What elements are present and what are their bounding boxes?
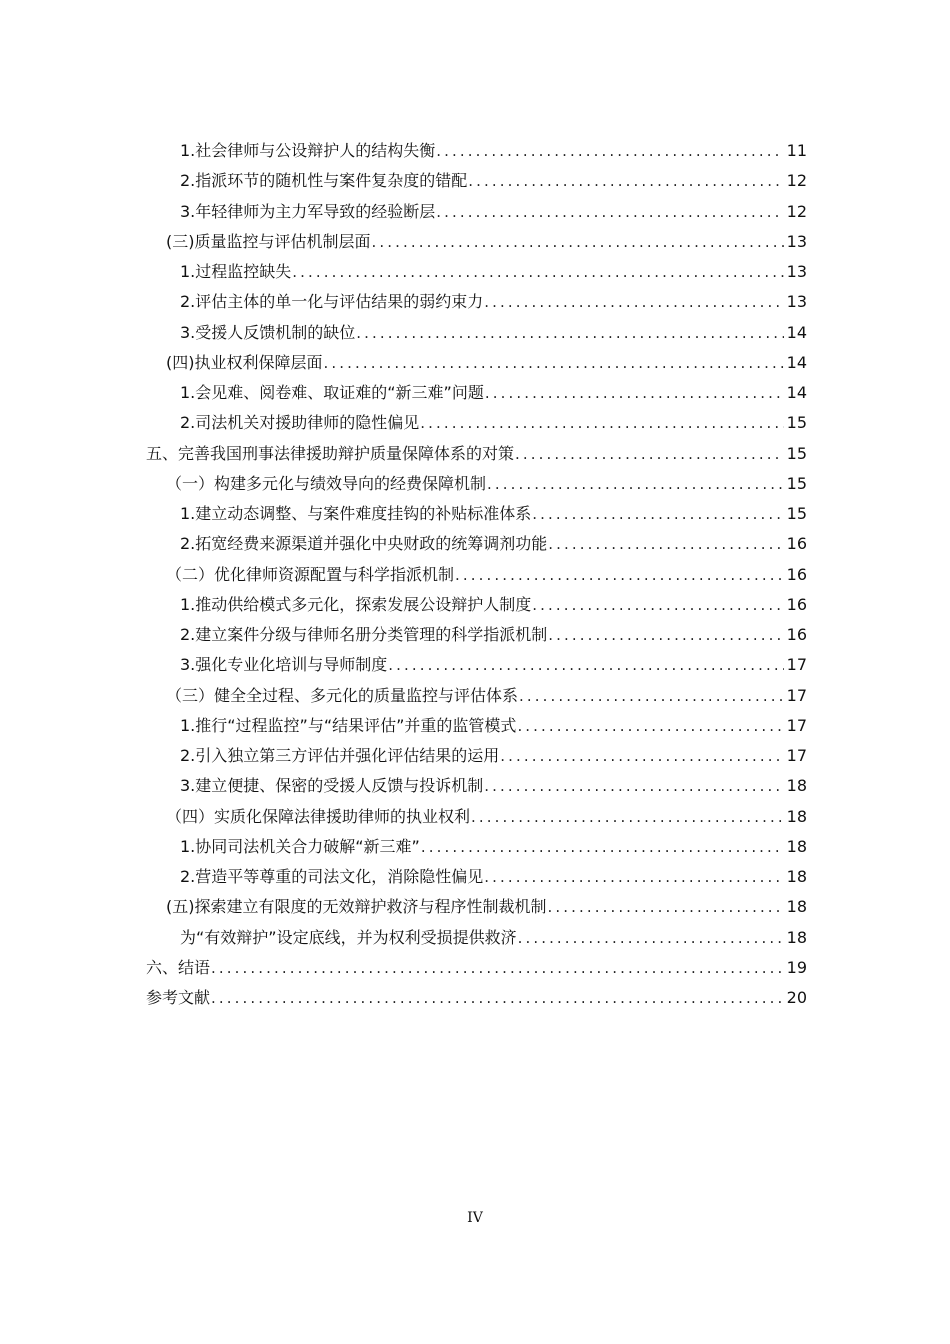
toc-dot-leader bbox=[471, 802, 784, 832]
toc-dot-leader bbox=[211, 953, 784, 983]
toc-entry[interactable] bbox=[146, 711, 807, 741]
toc-entry-page-number: 18 bbox=[786, 836, 807, 856]
toc-entry[interactable] bbox=[146, 227, 807, 257]
toc-entry-page-number: 16 bbox=[786, 625, 807, 644]
toc-entry-page-number: 15 bbox=[786, 504, 807, 523]
toc-entry-title: 3.年轻律师为主力军导致的经验断层 bbox=[180, 201, 436, 221]
toc-entry-title: 3.建立便捷、保密的受援人反馈与投诉机制 bbox=[180, 776, 484, 796]
toc-entry-title: （一）构建多元化与绩效导向的经费保障机制 bbox=[166, 473, 487, 493]
page-number: IV bbox=[467, 1210, 483, 1226]
toc-entry-page-number: 15 bbox=[786, 443, 807, 463]
toc-dot-leader bbox=[548, 892, 784, 922]
toc-entry[interactable] bbox=[146, 862, 807, 892]
toc-entry[interactable] bbox=[146, 650, 807, 680]
toc-entry[interactable] bbox=[146, 923, 807, 953]
toc-dot-leader bbox=[356, 318, 783, 348]
toc-dot-leader bbox=[468, 166, 783, 196]
toc-entry-title: 3.强化专业化培训与导师制度 bbox=[180, 655, 388, 675]
toc-entry-title: 2.评估主体的单一化与评估结果的弱约束力 bbox=[180, 292, 484, 312]
toc-entry-page-number: 15 bbox=[786, 413, 807, 433]
toc-entry[interactable] bbox=[146, 197, 807, 227]
toc-entry-page-number: 18 bbox=[786, 776, 807, 796]
toc-entry[interactable] bbox=[146, 681, 807, 711]
toc-entry-title: 1.建立动态调整、与案件难度挂钩的补贴标准体系 bbox=[180, 504, 532, 523]
toc-entry-page-number: 12 bbox=[786, 201, 807, 221]
toc-entry[interactable] bbox=[146, 560, 807, 590]
toc-dot-leader bbox=[292, 257, 783, 287]
toc-dot-leader bbox=[500, 741, 783, 771]
toc-entry[interactable] bbox=[146, 983, 807, 1013]
toc-entry-title: 2.建立案件分级与律师名册分类管理的科学指派机制 bbox=[180, 625, 548, 644]
toc-entry-page-number: 13 bbox=[786, 292, 807, 312]
toc-entry-title: 1.协同司法机关合力破解“新三难” bbox=[180, 836, 420, 856]
toc-entry[interactable] bbox=[146, 892, 807, 922]
toc-entry-page-number: 17 bbox=[786, 685, 807, 705]
toc-entry[interactable] bbox=[146, 469, 807, 499]
toc-entry[interactable] bbox=[146, 529, 807, 559]
toc-entry[interactable] bbox=[146, 378, 807, 408]
toc-entry-page-number: 16 bbox=[786, 564, 807, 584]
toc-dot-leader bbox=[532, 590, 783, 620]
toc-entry-page-number: 14 bbox=[786, 383, 807, 402]
toc-dot-leader bbox=[515, 439, 784, 469]
toc-entry[interactable] bbox=[146, 499, 807, 529]
toc-entry-title: 为“有效辩护”设定底线，并为权利受损提供救济 bbox=[180, 927, 517, 947]
toc-entry-title: 2.拓宽经费来源渠道并强化中央财政的统筹调剂功能 bbox=[180, 534, 548, 554]
toc-entry[interactable] bbox=[146, 832, 807, 862]
toc-dot-leader bbox=[436, 197, 783, 227]
toc-dot-leader bbox=[518, 923, 784, 953]
toc-entry[interactable] bbox=[146, 953, 807, 983]
toc-entry-page-number: 13 bbox=[786, 262, 807, 281]
toc-entry-page-number: 12 bbox=[786, 171, 807, 191]
toc-entry[interactable] bbox=[146, 802, 807, 832]
toc-entry-page-number: 14 bbox=[786, 352, 807, 372]
toc-entry-page-number: 17 bbox=[786, 746, 807, 765]
toc-dot-leader bbox=[519, 681, 784, 711]
table-of-contents bbox=[146, 136, 807, 1013]
toc-entry-title: （三）健全全过程、多元化的质量监控与评估体系 bbox=[166, 685, 519, 705]
toc-dot-leader bbox=[455, 560, 784, 590]
toc-dot-leader bbox=[484, 771, 783, 801]
toc-entry-title: 1.推动供给模式多元化，探索发展公设辩护人制度 bbox=[180, 594, 532, 614]
toc-dot-leader bbox=[436, 136, 783, 166]
toc-entry-title: 3.受援人反馈机制的缺位 bbox=[180, 322, 356, 342]
toc-entry-title: （四）实质化保障法律援助律师的执业权利 bbox=[166, 806, 471, 826]
toc-entry-title: 2.引入独立第三方评估并强化评估结果的运用 bbox=[180, 746, 500, 765]
toc-dot-leader bbox=[532, 499, 783, 529]
toc-entry-title: 1.社会律师与公设辩护人的结构失衡 bbox=[180, 141, 436, 160]
toc-entry-title: 2.营造平等尊重的司法文化，消除隐性偏见 bbox=[180, 867, 484, 886]
toc-entry-page-number: 17 bbox=[786, 655, 807, 675]
toc-entry[interactable] bbox=[146, 771, 807, 801]
toc-entry[interactable] bbox=[146, 348, 807, 378]
toc-entry-page-number: 18 bbox=[786, 897, 807, 917]
toc-entry-page-number: 16 bbox=[786, 594, 807, 614]
toc-entry-title: 五、完善我国刑事法律援助辩护质量保障体系的对策 bbox=[146, 443, 515, 463]
toc-entry-title: (四)执业权利保障层面 bbox=[166, 352, 323, 372]
toc-entry-title: 2.司法机关对援助律师的隐性偏见 bbox=[180, 413, 420, 433]
toc-dot-leader bbox=[211, 983, 784, 1013]
toc-entry-title: (五)探索建立有限度的无效辩护救济与程序性制裁机制 bbox=[166, 897, 547, 917]
toc-entry-page-number: 18 bbox=[786, 927, 807, 947]
toc-entry-page-number: 16 bbox=[786, 534, 807, 554]
toc-entry[interactable] bbox=[146, 590, 807, 620]
toc-dot-leader bbox=[548, 529, 783, 559]
toc-dot-leader bbox=[388, 650, 783, 680]
toc-entry-title: （二）优化律师资源配置与科学指派机制 bbox=[166, 564, 455, 584]
toc-entry[interactable] bbox=[146, 166, 807, 196]
toc-entry-title: 1.过程监控缺失 bbox=[180, 262, 292, 281]
toc-entry-page-number: 15 bbox=[786, 473, 807, 493]
toc-entry[interactable] bbox=[146, 741, 807, 771]
toc-dot-leader bbox=[517, 711, 783, 741]
toc-entry-title: 2.指派环节的随机性与案件复杂度的错配 bbox=[180, 171, 468, 191]
toc-entry-page-number: 14 bbox=[786, 322, 807, 342]
toc-dot-leader bbox=[421, 832, 784, 862]
toc-entry-title: 六、结语 bbox=[146, 957, 211, 977]
toc-dot-leader bbox=[324, 348, 784, 378]
toc-dot-leader bbox=[372, 227, 784, 257]
toc-entry[interactable] bbox=[146, 136, 807, 166]
toc-entry-title: 1.推行“过程监控”与“结果评估”并重的监管模式 bbox=[180, 715, 517, 735]
toc-entry-page-number: 17 bbox=[786, 715, 807, 735]
toc-entry-page-number: 20 bbox=[786, 988, 807, 1007]
toc-entry[interactable] bbox=[146, 408, 807, 438]
toc-entry-page-number: 18 bbox=[786, 867, 807, 886]
toc-entry-title: 1.会见难、阅卷难、取证难的“新三难”问题 bbox=[180, 383, 484, 402]
toc-entry[interactable] bbox=[146, 439, 807, 469]
toc-dot-leader bbox=[420, 408, 783, 438]
toc-dot-leader bbox=[487, 469, 784, 499]
toc-dot-leader bbox=[484, 862, 783, 892]
toc-entry-page-number: 13 bbox=[786, 231, 807, 251]
toc-entry-page-number: 11 bbox=[786, 141, 807, 160]
toc-entry-title: 参考文献 bbox=[146, 988, 211, 1007]
toc-entry-page-number: 18 bbox=[786, 806, 807, 826]
toc-entry[interactable] bbox=[146, 620, 807, 650]
toc-entry[interactable] bbox=[146, 257, 807, 287]
toc-entry[interactable] bbox=[146, 287, 807, 317]
toc-entry-page-number: 19 bbox=[786, 957, 807, 977]
toc-entry-title: (三)质量监控与评估机制层面 bbox=[166, 231, 371, 251]
toc-entry[interactable] bbox=[146, 318, 807, 348]
toc-dot-leader bbox=[484, 287, 783, 317]
toc-dot-leader bbox=[548, 620, 783, 650]
toc-dot-leader bbox=[485, 378, 784, 408]
